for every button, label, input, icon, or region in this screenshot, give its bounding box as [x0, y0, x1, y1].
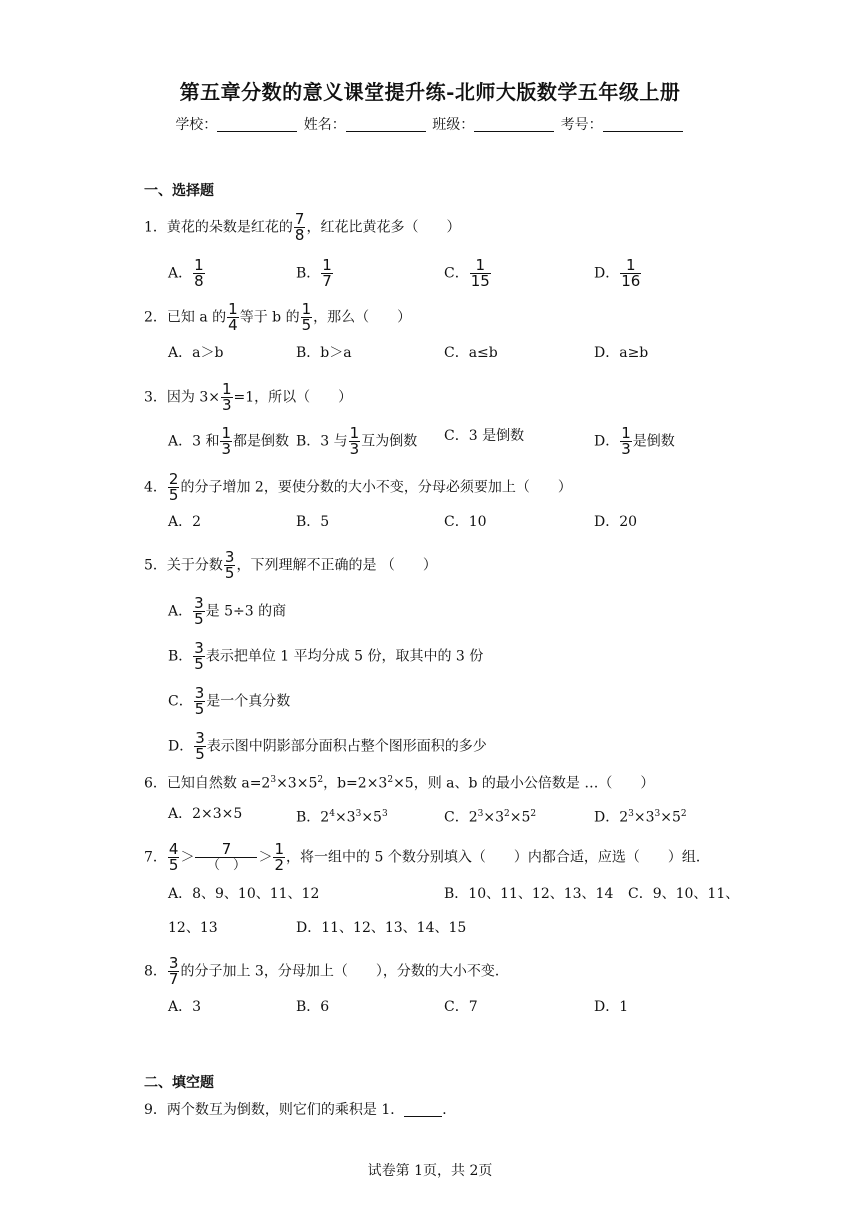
q1-fraction: $\frac{7}{8}$ — [294, 210, 305, 244]
q9-answer-blank[interactable] — [404, 1102, 442, 1117]
q7-option-d[interactable]: D．11、12、13、14、15 — [296, 920, 467, 936]
q4-option-c[interactable]: C．10 — [444, 514, 487, 530]
question-8: 8． $\frac{3}{7}$ 的分子加上 3，分母加上（ ），分数的大小不变． — [144, 954, 509, 988]
q5-option-d[interactable]: D． $\frac{3}{5}$ 表示图中阴影部分面积占整个图形面积的多少 — [168, 729, 487, 763]
class-blank[interactable] — [474, 117, 554, 132]
q4-option-a[interactable]: A．2 — [168, 514, 202, 530]
q5-option-b[interactable]: B． $\frac{3}{5}$ 表示把单位 1 平均分成 5 份，取其中的 3 份 — [168, 639, 484, 673]
q8-option-d[interactable]: D．1 — [594, 999, 629, 1015]
question-3: 3．因为 3× $\frac{1}{3}$ =1，所以（ ） — [144, 380, 353, 414]
page-title: 第五章分数的意义课堂提升练-北师大版数学五年级上册 — [179, 80, 681, 104]
name-blank[interactable] — [346, 117, 426, 132]
q3-option-b[interactable]: B．3 与 $\frac{1}{3}$ 互为倒数 — [296, 424, 418, 458]
q7-option-c-continued[interactable]: 12、13 — [168, 920, 218, 936]
q1-stem-end: ，红花比黄花多（ ） — [306, 219, 461, 236]
school-label: 学校： — [175, 117, 218, 133]
q8-option-b[interactable]: B．6 — [296, 999, 330, 1015]
q2-option-d[interactable]: D．a≥b — [594, 345, 649, 361]
q2-option-b[interactable]: B．b＞a — [296, 345, 352, 361]
q6-option-d[interactable]: D．$2^3\times 3^3\times 5^2$ — [594, 809, 687, 826]
q2-option-a[interactable]: A．a＞b — [168, 345, 224, 361]
q1-option-a[interactable]: A． $\frac{1}{8}$ — [168, 256, 204, 290]
question-2: 2．已知 a 的 $\frac{1}{4}$ 等于 b 的 $\frac{1}{5}$ ，那么（ ） — [144, 300, 412, 334]
question-4: 4． $\frac{2}{5}$ 的分子增加 2，要使分数的大小不变，分母必须要加上（ ） — [144, 470, 572, 504]
q6-option-a[interactable]: A．2×3×5 — [168, 806, 243, 822]
section-choice-heading: 一、选择题 — [144, 183, 214, 199]
q5-option-c[interactable]: C． $\frac{3}{5}$ 是一个真分数 — [168, 684, 291, 718]
exam-no-blank[interactable] — [603, 117, 683, 132]
q7-option-c[interactable]: C．9、10、11、 — [628, 886, 740, 902]
section-fill-heading: 二、填空题 — [144, 1075, 214, 1091]
q8-option-c[interactable]: C．7 — [444, 999, 478, 1015]
q8-option-a[interactable]: A．3 — [168, 999, 202, 1015]
q2-option-c[interactable]: C．a≤b — [444, 345, 498, 361]
q4-option-b[interactable]: B．5 — [296, 514, 330, 530]
question-6: 6．已知自然数 $a=2^3\times 3\times 5^2$，$b=2\times 3^2\times 5$，则 a、b 的最小公倍数是 …（ ） — [144, 775, 655, 792]
q5-option-a[interactable]: A． $\frac{3}{5}$ 是 5÷3 的商 — [168, 594, 287, 628]
question-9: 9．两个数互为倒数，则它们的乘积是 1． ． — [144, 1102, 457, 1118]
q7-option-b[interactable]: B．10、11、12、13、14 — [444, 886, 614, 902]
page-footer: 试卷第 1页，共 2页 — [367, 1163, 493, 1179]
q3-option-a[interactable]: A．3 和 $\frac{1}{3}$ 都是倒数 — [168, 424, 290, 458]
q3-option-c[interactable]: C．3 是倒数 — [444, 428, 525, 444]
question-1 — [144, 212, 460, 243]
q4-option-d[interactable]: D．20 — [594, 514, 638, 530]
name-label: 姓名： — [303, 117, 346, 133]
q1-option-b[interactable]: B． $\frac{1}{7}$ — [296, 256, 332, 290]
q3-option-d[interactable]: D． $\frac{1}{3}$ 是倒数 — [594, 424, 675, 458]
q6-option-c[interactable]: C．$2^3\times 3^2\times 5^2$ — [444, 809, 537, 826]
question-5: 5．关于分数 $\frac{3}{5}$ ，下列理解不正确的是 （ ） — [144, 548, 437, 582]
q6-option-b[interactable]: B．$2^4\times 3^3\times 5^3$ — [296, 809, 388, 826]
class-label: 班级： — [432, 117, 475, 133]
q1-option-c[interactable]: C． $\frac{1}{15}$ — [444, 256, 490, 290]
q1-stem: 1．黄花的朵数是红花的 — [144, 219, 293, 236]
exam-no-label: 考号： — [560, 117, 603, 133]
school-blank[interactable] — [217, 117, 297, 132]
student-info — [0, 114, 860, 134]
q1-option-d[interactable]: D． $\frac{1}{16}$ — [594, 256, 641, 290]
q7-option-a[interactable]: A．8、9、10、11、12 — [168, 886, 320, 902]
question-7: 7． $\frac{4}{5}$ ＞ $\frac{7}{( )}$ ＞ $\frac{1}{2}$ ，将一组中的 5 个数分别填入（ ）内都合适，应选（ ）组． — [144, 840, 710, 874]
